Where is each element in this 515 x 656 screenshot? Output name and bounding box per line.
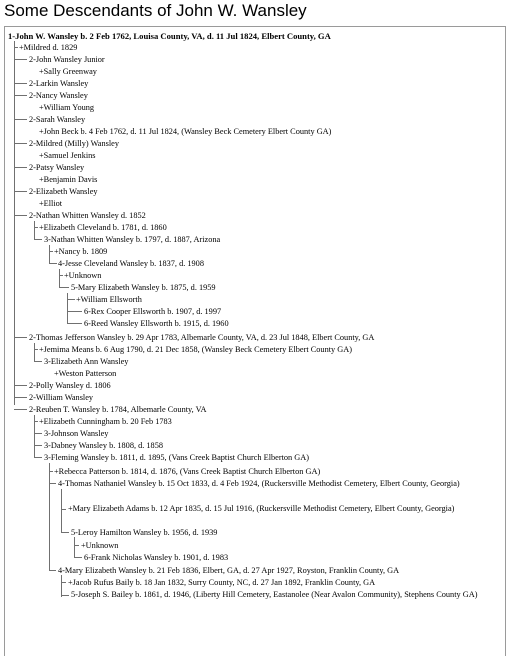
tree-connector-line [14, 337, 27, 338]
tree-connector-line [74, 545, 79, 546]
tree-connector-line [34, 457, 42, 458]
tree-connector-line [61, 582, 66, 583]
spouse-entry: +John Beck b. 4 Feb 1762, d. 11 Jul 1824, (Wansley Beck Cemetery Elbert County GA) [39, 127, 332, 136]
descendant-tree-frame [4, 26, 506, 656]
tree-connector-line [34, 433, 42, 434]
spouse-entry: +Mildred d. 1829 [19, 43, 78, 52]
spouse-entry: +Jemima Means b. 6 Aug 1790, d. 21 Dec 1858, (Wansley Beck Cemetery Elbert County GA) [39, 345, 353, 354]
tree-connector-line [67, 323, 82, 324]
spouse-entry: +Nancy b. 1809 [54, 247, 108, 256]
tree-connector-line [59, 275, 63, 276]
tree-connector-line [74, 557, 82, 558]
tree-connector-line [49, 245, 50, 263]
descendant-entry: 2-Sarah Wansley [29, 115, 86, 124]
spouse-entry: +Elizabeth Cunningham b. 20 Feb 1783 [39, 417, 172, 426]
tree-connector-line [14, 167, 27, 168]
tree-connector-line [14, 385, 27, 386]
descendant-entry: 2-William Wansley [29, 393, 94, 402]
descendant-entry: 3-Nathan Whitten Wansley b. 1797, d. 1887, Arizona [44, 235, 221, 244]
descendant-entry: 6-Frank Nicholas Wansley b. 1901, d. 1983 [84, 553, 229, 562]
spouse-entry: +William Young [39, 103, 95, 112]
spouse-entry: +William Ellsworth [76, 295, 142, 304]
spouse-entry: +Sally Greenway [39, 67, 97, 76]
descendant-entry: 2-Reuben T. Wansley b. 1784, Albemarle County, VA [29, 405, 207, 414]
spouse-entry: +Elizabeth Cleveland b. 1781, d. 1860 [39, 223, 167, 232]
spouse-entry: +Mary Elizabeth Adams b. 12 Apr 1835, d. 15 Jul 1916, (Ruckersville Methodist Cemetery, Elbert County, Georgia) [68, 504, 455, 513]
descendant-entry: 6-Rex Cooper Ellsworth b. 1907, d. 1997 [84, 307, 222, 316]
descendant-entry: 5-Mary Elizabeth Wansley b. 1875, d. 1959 [71, 283, 216, 292]
tree-connector-line [34, 361, 42, 362]
spouse-entry: +Unknown [64, 271, 102, 280]
tree-connector-line [34, 239, 42, 240]
descendant-entry: 2-Mildred (Milly) Wansley [29, 139, 119, 148]
descendant-entry: 4-Jesse Cleveland Wansley b. 1837, d. 1908 [58, 259, 204, 268]
root-ancestor-entry: 1-John W. Wansley b. 2 Feb 1762, Louisa County, VA, d. 11 Jul 1824, Elbert County, GA [8, 31, 331, 41]
tree-connector-line [34, 343, 35, 361]
spouse-entry: +Samuel Jenkins [39, 151, 96, 160]
descendant-entry: 4-Thomas Nathaniel Wansley b. 15 Oct 1833, d. 4 Feb 1924, (Ruckersville Methodist Cemetery, Elbert County, Georgia) [58, 479, 460, 488]
tree-connector-line [14, 83, 27, 84]
descendant-entry: 2-Nancy Wansley [29, 91, 88, 100]
spouse-entry: +Benjamin Davis [39, 175, 98, 184]
tree-connector-line [34, 349, 38, 350]
descendant-entry: 5-Joseph S. Bailey b. 1861, d. 1946, (Liberty Hill Cemetery, Eastanolee (Near Avalon Community), Stephens County GA) [71, 590, 478, 599]
tree-connector-line [14, 59, 27, 60]
descendant-entry: 5-Leroy Hamilton Wansley b. 1956, d. 1939 [71, 528, 218, 537]
tree-connector-line [67, 299, 75, 300]
descendant-entry: 2-Nathan Whitten Wansley d. 1852 [29, 211, 146, 220]
tree-connector-line [14, 191, 27, 192]
descendant-entry: 2-Larkin Wansley [29, 79, 89, 88]
descendant-entry: 2-Thomas Jefferson Wansley b. 29 Apr 1783, Albemarle County, VA, d. 23 Jul 1848, Elbert County, GA [29, 333, 375, 342]
descendant-tree [5, 27, 505, 656]
tree-connector-line [34, 227, 38, 228]
descendant-entry: 4-Mary Elizabeth Wansley b. 21 Feb 1836, Elbert, GA, d. 27 Apr 1927, Royston, Franklin County, GA [58, 566, 400, 575]
descendant-entry: 3-Johnson Wansley [44, 429, 109, 438]
tree-connector-line [34, 421, 38, 422]
tree-connector-line [34, 221, 35, 239]
tree-connector-line [67, 311, 82, 312]
spouse-entry: +Jacob Rufus Baily b. 18 Jan 1832, Surry County, NC, d. 27 Jan 1892, Franklin County, GA [68, 578, 376, 587]
tree-connector-line [49, 471, 53, 472]
tree-connector-line [67, 293, 68, 323]
tree-connector-line [74, 537, 75, 557]
tree-connector-line [61, 509, 66, 510]
tree-connector-line [59, 269, 60, 287]
tree-connector-line [61, 595, 69, 596]
spouse-entry: +Elliot [39, 199, 63, 208]
spouse-entry: +Weston Patterson [54, 369, 117, 378]
descendant-entry: 3-Dabney Wansley b. 1808, d. 1858 [44, 441, 164, 450]
tree-connector-line [14, 119, 27, 120]
descendant-entry: 2-Elizabeth Wansley [29, 187, 98, 196]
descendant-entry: 3-Elizabeth Ann Wansley [44, 357, 129, 366]
tree-connector-line [34, 445, 42, 446]
tree-connector-line [61, 489, 62, 533]
descendant-entry: 3-Fleming Wansley b. 1811, d. 1895, (Vans Creek Baptist Church Elberton GA) [44, 453, 310, 462]
tree-connector-line [61, 532, 69, 533]
tree-connector-line [14, 409, 27, 410]
tree-connector-line [14, 95, 27, 96]
tree-connector-line [14, 143, 27, 144]
tree-connector-line [61, 575, 62, 597]
tree-connector-line [59, 287, 69, 288]
tree-connector-line [49, 483, 56, 484]
spouse-entry: +Unknown [81, 541, 119, 550]
tree-connector-line [49, 251, 53, 252]
descendant-entry: 2-Patsy Wansley [29, 163, 85, 172]
descendant-entry: 2-Polly Wansley d. 1806 [29, 381, 111, 390]
tree-connector-line [14, 215, 27, 216]
tree-connector-line [14, 397, 27, 398]
tree-connector-line [49, 263, 57, 264]
tree-connector-line [49, 570, 56, 571]
tree-connector-line [49, 463, 50, 571]
descendant-entry: 2-John Wansley Junior [29, 55, 105, 64]
tree-connector-line [14, 47, 18, 48]
spouse-entry: +Rebecca Patterson b. 1814, d. 1876, (Vans Creek Baptist Church Elberton GA) [54, 467, 321, 476]
page-title: Some Descendants of John W. Wansley [4, 1, 307, 20]
descendant-entry: 6-Reed Wansley Ellsworth b. 1915, d. 1960 [84, 319, 229, 328]
